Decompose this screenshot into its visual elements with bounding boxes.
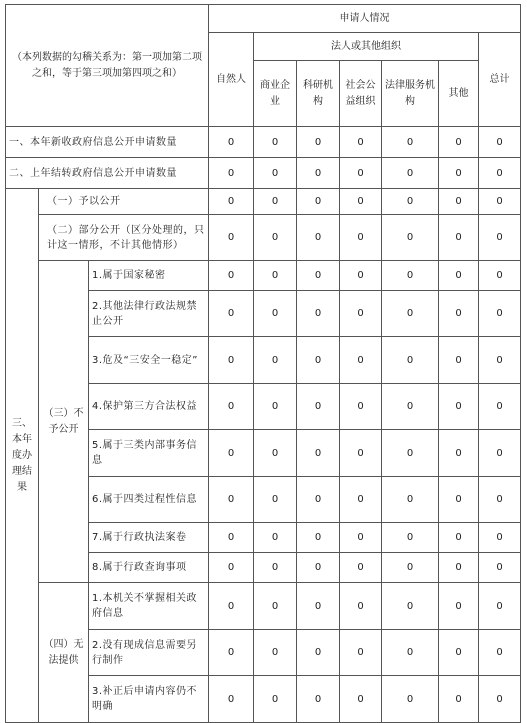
count-cell: 0 — [382, 477, 439, 523]
count-cell: 0 — [254, 384, 297, 430]
count-cell: 0 — [297, 583, 340, 630]
count-cell: 0 — [254, 630, 297, 676]
header-note: （本列数据的勾稽关系为：第一项加第二项之和，等于第三项加第四项之和） — [6, 5, 209, 127]
total-header: 总计 — [479, 33, 521, 127]
count-cell: 0 — [340, 583, 382, 630]
row-label: （二）部分公开（区分处理的，只计这一情形，不计其他情形） — [39, 215, 209, 261]
count-cell: 0 — [340, 127, 382, 158]
count-cell: 0 — [209, 676, 254, 723]
count-cell: 0 — [479, 477, 521, 523]
row-label: 7.属于行政执法案卷 — [89, 523, 209, 553]
count-cell: 0 — [382, 583, 439, 630]
count-cell: 0 — [479, 553, 521, 583]
count-cell: 0 — [340, 477, 382, 523]
count-cell: 0 — [439, 630, 479, 676]
count-cell: 0 — [297, 337, 340, 384]
table-row — [6, 127, 521, 158]
count-cell: 0 — [439, 676, 479, 723]
count-cell: 0 — [479, 215, 521, 261]
table-row — [6, 261, 521, 291]
group3-label: （三）不予公开 — [39, 261, 89, 583]
row-label: 一、本年新收政府信息公开申请数量 — [6, 127, 209, 158]
count-cell: 0 — [209, 477, 254, 523]
count-cell: 0 — [479, 523, 521, 553]
count-cell: 0 — [254, 430, 297, 477]
count-cell: 0 — [209, 384, 254, 430]
count-cell: 0 — [254, 261, 297, 291]
count-cell: 0 — [340, 676, 382, 723]
count-cell: 0 — [439, 337, 479, 384]
count-cell: 0 — [439, 261, 479, 291]
count-cell: 0 — [479, 127, 521, 158]
count-cell: 0 — [254, 553, 297, 583]
row-label: 二、上年结转政府信息公开申请数量 — [6, 158, 209, 189]
count-cell: 0 — [382, 291, 439, 337]
count-cell: 0 — [254, 477, 297, 523]
row-label: 1.本机关不掌握相关政府信息 — [89, 583, 209, 630]
count-cell: 0 — [297, 189, 340, 215]
count-cell: 0 — [382, 523, 439, 553]
count-cell: 0 — [254, 127, 297, 158]
count-cell: 0 — [340, 553, 382, 583]
count-cell: 0 — [439, 477, 479, 523]
legal-entity-header: 法人或其他组织 — [254, 33, 479, 61]
count-cell: 0 — [439, 523, 479, 553]
count-cell: 0 — [479, 430, 521, 477]
natural-person-header: 自然人 — [209, 33, 254, 127]
row-label: 2.没有现成信息需要另行制作 — [89, 630, 209, 676]
social-header: 社会公益组织 — [340, 61, 382, 127]
count-cell: 0 — [439, 384, 479, 430]
count-cell: 0 — [209, 189, 254, 215]
count-cell: 0 — [254, 583, 297, 630]
count-cell: 0 — [382, 127, 439, 158]
count-cell: 0 — [382, 189, 439, 215]
row-label: 5.属于三类内部事务信息 — [89, 430, 209, 477]
disclosure-table — [5, 4, 521, 723]
count-cell: 0 — [209, 337, 254, 384]
count-cell: 0 — [340, 291, 382, 337]
count-cell: 0 — [209, 430, 254, 477]
row-label: 1.属于国家秘密 — [89, 261, 209, 291]
count-cell: 0 — [340, 384, 382, 430]
count-cell: 0 — [297, 158, 340, 189]
row-label: 4.保护第三方合法权益 — [89, 384, 209, 430]
count-cell: 0 — [297, 127, 340, 158]
lawservice-header: 法律服务机构 — [382, 61, 439, 127]
count-cell: 0 — [479, 630, 521, 676]
count-cell: 0 — [254, 676, 297, 723]
count-cell: 0 — [439, 127, 479, 158]
count-cell: 0 — [297, 261, 340, 291]
row-label: 8.属于行政查询事项 — [89, 553, 209, 583]
count-cell: 0 — [439, 553, 479, 583]
count-cell: 0 — [382, 676, 439, 723]
other-header: 其他 — [439, 61, 479, 127]
count-cell: 0 — [439, 291, 479, 337]
count-cell: 0 — [340, 215, 382, 261]
count-cell: 0 — [479, 384, 521, 430]
count-cell: 0 — [340, 261, 382, 291]
table-row — [6, 583, 521, 630]
count-cell: 0 — [340, 337, 382, 384]
row-label: 3.危及“三安全一稳定” — [89, 337, 209, 384]
count-cell: 0 — [479, 189, 521, 215]
count-cell: 0 — [254, 215, 297, 261]
count-cell: 0 — [439, 215, 479, 261]
count-cell: 0 — [439, 189, 479, 215]
count-cell: 0 — [209, 583, 254, 630]
count-cell: 0 — [439, 430, 479, 477]
count-cell: 0 — [382, 553, 439, 583]
count-cell: 0 — [254, 189, 297, 215]
count-cell: 0 — [382, 158, 439, 189]
table-row — [6, 189, 521, 215]
row-label: 6.属于四类过程性信息 — [89, 477, 209, 523]
count-cell: 0 — [297, 291, 340, 337]
count-cell: 0 — [297, 676, 340, 723]
count-cell: 0 — [297, 630, 340, 676]
count-cell: 0 — [209, 215, 254, 261]
count-cell: 0 — [297, 430, 340, 477]
count-cell: 0 — [479, 261, 521, 291]
count-cell: 0 — [209, 291, 254, 337]
count-cell: 0 — [479, 337, 521, 384]
count-cell: 0 — [209, 553, 254, 583]
count-cell: 0 — [479, 676, 521, 723]
count-cell: 0 — [297, 384, 340, 430]
count-cell: 0 — [297, 553, 340, 583]
count-cell: 0 — [340, 158, 382, 189]
row-label: 3.补正后申请内容仍不明确 — [89, 676, 209, 723]
count-cell: 0 — [297, 523, 340, 553]
count-cell: 0 — [439, 583, 479, 630]
applicant-header: 申请人情况 — [209, 5, 521, 33]
count-cell: 0 — [479, 158, 521, 189]
count-cell: 0 — [340, 523, 382, 553]
count-cell: 0 — [382, 337, 439, 384]
table-row — [6, 215, 521, 261]
count-cell: 0 — [254, 523, 297, 553]
count-cell: 0 — [209, 523, 254, 553]
count-cell: 0 — [209, 158, 254, 189]
commercial-header: 商业企业 — [254, 61, 297, 127]
count-cell: 0 — [382, 215, 439, 261]
count-cell: 0 — [254, 291, 297, 337]
count-cell: 0 — [209, 630, 254, 676]
count-cell: 0 — [340, 189, 382, 215]
count-cell: 0 — [382, 630, 439, 676]
count-cell: 0 — [479, 583, 521, 630]
count-cell: 0 — [340, 430, 382, 477]
count-cell: 0 — [340, 630, 382, 676]
count-cell: 0 — [439, 158, 479, 189]
count-cell: 0 — [209, 127, 254, 158]
count-cell: 0 — [254, 158, 297, 189]
count-cell: 0 — [297, 215, 340, 261]
row-label: 2.其他法律行政法规禁止公开 — [89, 291, 209, 337]
count-cell: 0 — [209, 261, 254, 291]
research-header: 科研机构 — [297, 61, 340, 127]
group4-label: （四）无法提供 — [39, 583, 89, 723]
count-cell: 0 — [382, 384, 439, 430]
count-cell: 0 — [382, 430, 439, 477]
table-row — [6, 158, 521, 189]
count-cell: 0 — [254, 337, 297, 384]
section3-label: 三、本年度办理结果 — [6, 189, 39, 723]
count-cell: 0 — [297, 477, 340, 523]
count-cell: 0 — [479, 291, 521, 337]
count-cell: 0 — [382, 261, 439, 291]
row-label: （一）予以公开 — [39, 189, 209, 215]
